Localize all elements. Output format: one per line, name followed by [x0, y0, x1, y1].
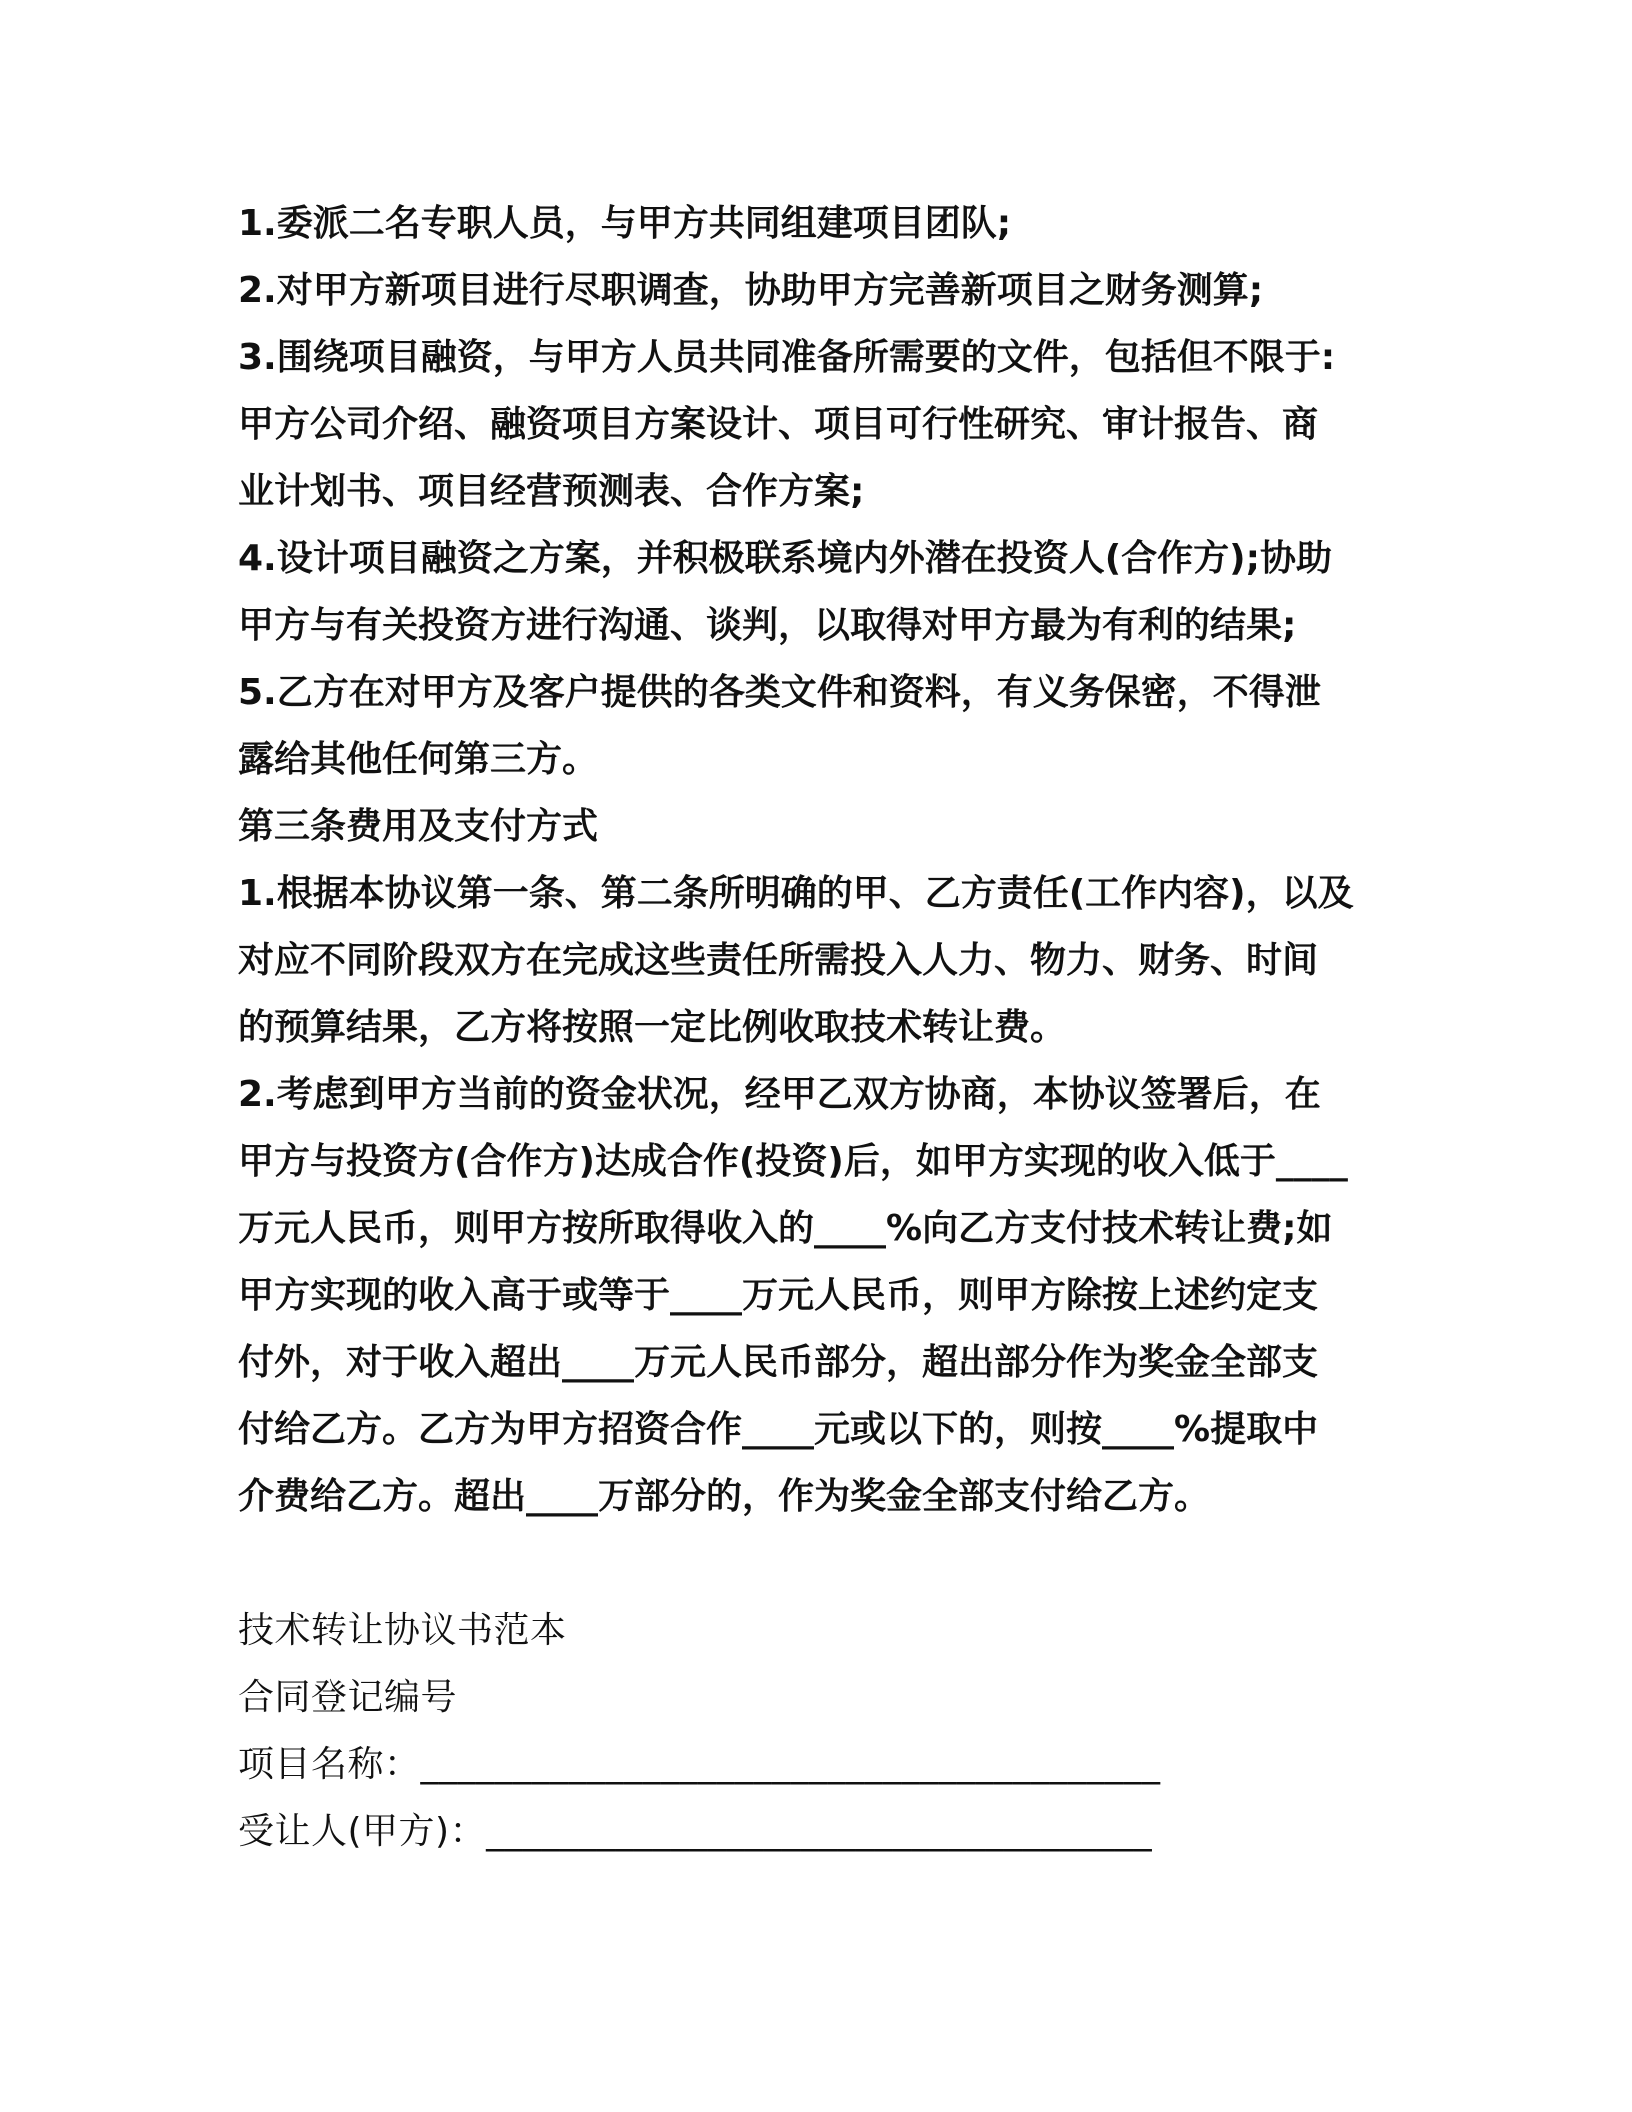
article-3-line: 甲方与投资方(合作方)达成合作(投资)后，如甲方实现的收入低于____: [238, 1141, 1348, 1182]
duty-line: 1.委派二名专职人员，与甲方共同组建项目团队;: [238, 203, 1012, 244]
article-3-line: 2.考虑到甲方当前的资金状况，经甲乙双方协商，本协议签署后，在: [238, 1074, 1321, 1115]
article-3-body: [238, 860, 1398, 1530]
section-gap: [238, 1530, 1398, 1597]
duties-list: [238, 190, 1398, 793]
template-header-block: [238, 1597, 1398, 1865]
duty-line: 3.围绕项目融资，与甲方人员共同准备所需要的文件，包括但不限于:: [238, 337, 1336, 378]
duty-line: 业计划书、项目经营预测表、合作方案;: [238, 471, 865, 512]
document-body: [238, 190, 1398, 1865]
article-3-line: 付外，对于收入超出____万元人民币部分，超出部分作为奖金全部支: [238, 1342, 1319, 1383]
article-3-line: 1.根据本协议第一条、第二条所明确的甲、乙方责任(工作内容)，以及: [238, 873, 1354, 914]
duty-line: 4.设计项目融资之方案，并积极联系境内外潜在投资人(合作方);协助: [238, 538, 1333, 579]
article-3-line: 付给乙方。乙方为甲方招资合作____元或以下的，则按____%提取中: [238, 1409, 1319, 1450]
project-name-field: 项目名称：________________________________________: [238, 1744, 1161, 1785]
duty-line: 甲方公司介绍、融资项目方案设计、项目可行性研究、审计报告、商: [238, 404, 1319, 445]
article-3-line: 介费给乙方。超出____万部分的，作为奖金全部支付给乙方。: [238, 1476, 1211, 1517]
article-3-line: 对应不同阶段双方在完成这些责任所需投入人力、物力、财务、时间: [238, 940, 1319, 981]
duty-line: 露给其他任何第三方。: [238, 739, 599, 780]
duty-line: 5.乙方在对甲方及客户提供的各类文件和资料，有义务保密，不得泄: [238, 672, 1321, 713]
duty-line: 甲方与有关投资方进行沟通、谈判，以取得对甲方最为有利的结果;: [238, 605, 1297, 646]
article-3-line: 万元人民币，则甲方按所取得收入的____%向乙方支付技术转让费;如: [238, 1208, 1333, 1249]
contract-number-label: 合同登记编号: [238, 1677, 458, 1718]
article-3-line: 的预算结果，乙方将按照一定比例收取技术转让费。: [238, 1007, 1067, 1048]
duty-line: 2.对甲方新项目进行尽职调查，协助甲方完善新项目之财务测算;: [238, 270, 1264, 311]
assignee-field: 受让人(甲方)：____________________________________: [238, 1811, 1153, 1852]
template-title: 技术转让协议书范本: [238, 1610, 567, 1651]
article-3-heading: 第三条费用及支付方式: [238, 806, 599, 847]
article-3-line: 甲方实现的收入高于或等于____万元人民币，则甲方除按上述约定支: [238, 1275, 1319, 1316]
